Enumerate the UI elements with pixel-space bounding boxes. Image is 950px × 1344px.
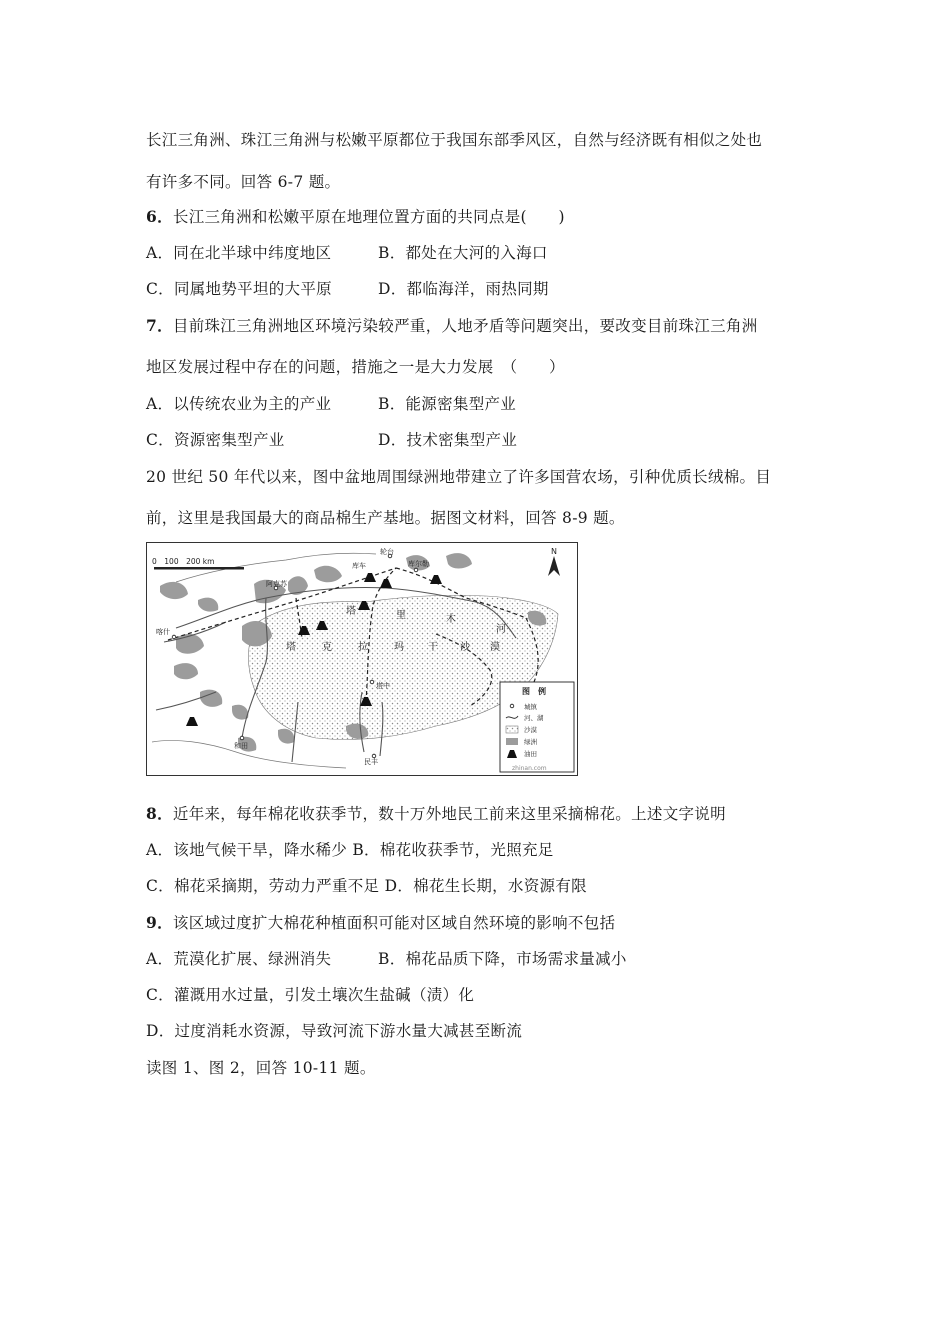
next-questions-prompt: 读图 1、图 2，回答 10-11 题。 — [146, 1059, 376, 1077]
place-hotan: 和田 — [234, 742, 248, 750]
intro-line-1: 长江三角洲、珠江三角洲与松嫩平原都位于我国东部季风区，自然与经济既有相似之处也 — [146, 131, 763, 149]
map-legend — [500, 682, 574, 772]
q6-option-b: B．都处在大河的入海口 — [378, 244, 548, 262]
river-char-1: 塔 — [346, 606, 356, 617]
question-text: 近年来，每年棉花收获季节，数十万外地民工前来这里采摘棉花。上述文字说明 — [172, 805, 726, 823]
question-text: 该区域过度扩大棉花种植面积可能对区域自然环境的影响不包括 — [172, 914, 616, 932]
place-luntai: 轮台 — [380, 548, 394, 556]
question-number: 7． — [146, 316, 173, 335]
desert-char-3: 拉 — [358, 642, 368, 653]
river-char-2: 里 — [396, 610, 406, 621]
q8-option-ab: A．该地气候干旱，降水稀少 B．棉花收获季节，光照充足 — [146, 841, 554, 859]
intro-line-2: 有许多不同。回答 6-7 题。 — [146, 173, 341, 191]
question-7-line-2: 地区发展过程中存在的问题，措施之一是大力发展 （ ） — [146, 358, 565, 376]
river-char-4: 河 — [496, 624, 506, 635]
desert-char-5: 干 — [428, 642, 438, 653]
q9-option-b: B．棉花品质下降，市场需求量减小 — [378, 950, 627, 968]
legend-town: 城镇 — [524, 703, 537, 711]
q9-option-d: D．过度消耗水资源，导致河流下游水量大减甚至断流 — [146, 1022, 523, 1040]
place-minfeng: 民丰 — [364, 758, 378, 766]
desert-char-4: 玛 — [394, 642, 404, 653]
legend-town-icon — [510, 704, 514, 708]
q6-option-a: A．同在北半球中纬度地区 — [146, 244, 332, 262]
desert-char-1: 塔 — [286, 642, 296, 653]
legend-oasis: 绿洲 — [524, 738, 537, 746]
legend-oilfield: 油田 — [524, 750, 537, 758]
question-number: 6． — [146, 207, 173, 226]
question-number: 8． — [146, 804, 173, 823]
question-7 — [146, 314, 758, 336]
legend-desert-icon — [506, 726, 518, 733]
intro2-line-2: 前，这里是我国最大的商品棉生产基地。据图文材料，回答 8-9 题。 — [146, 509, 625, 527]
place-kashgar: 喀什 — [156, 628, 170, 636]
river-char-3: 木 — [446, 614, 456, 625]
q9-option-a: A．荒漠化扩展、绿洲消失 — [146, 950, 332, 968]
question-9 — [146, 911, 615, 933]
place-tazhong: 塔中 — [376, 682, 390, 690]
q6-option-c: C．同属地势平坦的大平原 — [146, 280, 332, 298]
question-text: 长江三角洲和松嫩平原在地理位置方面的共同点是( ) — [172, 208, 565, 226]
intro2-line-1: 20 世纪 50 年代以来，图中盆地周围绿洲地带建立了许多国营农场，引种优质长绒棉。目 — [146, 468, 772, 486]
legend-oasis-icon — [506, 738, 518, 745]
q7-option-b: B．能源密集型产业 — [378, 395, 517, 413]
place-kuche: 库车 — [352, 562, 366, 570]
watermark: zhinan.com — [512, 765, 547, 772]
question-8 — [146, 802, 726, 824]
legend-title: 图 例 — [522, 687, 546, 696]
place-aksu: 阿克苏 — [266, 580, 287, 588]
question-text-line-1: 目前珠江三角洲地区环境污染较严重，人地矛盾等问题突出，要改变目前珠江三角洲 — [172, 317, 758, 335]
desert-char-6: 沙 — [460, 642, 470, 653]
place-korla: 库尔勒 — [408, 560, 429, 568]
q8-option-cd: C．棉花采摘期，劳动力严重不足 D．棉花生长期，水资源有限 — [146, 877, 587, 895]
desert-char-7: 漠 — [490, 642, 500, 653]
q7-option-d: D．技术密集型产业 — [378, 431, 518, 449]
q7-option-a: A．以传统农业为主的产业 — [146, 395, 332, 413]
desert-char-2: 克 — [322, 642, 332, 653]
question-number: 9． — [146, 913, 173, 932]
north-label: N — [551, 547, 557, 556]
q9-option-c: C．灌溉用水过量，引发土壤次生盐碱（渍）化 — [146, 986, 475, 1004]
question-6 — [146, 205, 565, 227]
legend-desert: 沙漠 — [524, 726, 537, 734]
tarim-basin-map — [146, 542, 578, 776]
scale-label: 0 100 200 km — [152, 557, 215, 566]
legend-river: 河、湖 — [524, 714, 544, 722]
q7-option-c: C．资源密集型产业 — [146, 431, 285, 449]
q6-option-d: D．都临海洋，雨热同期 — [378, 280, 549, 298]
